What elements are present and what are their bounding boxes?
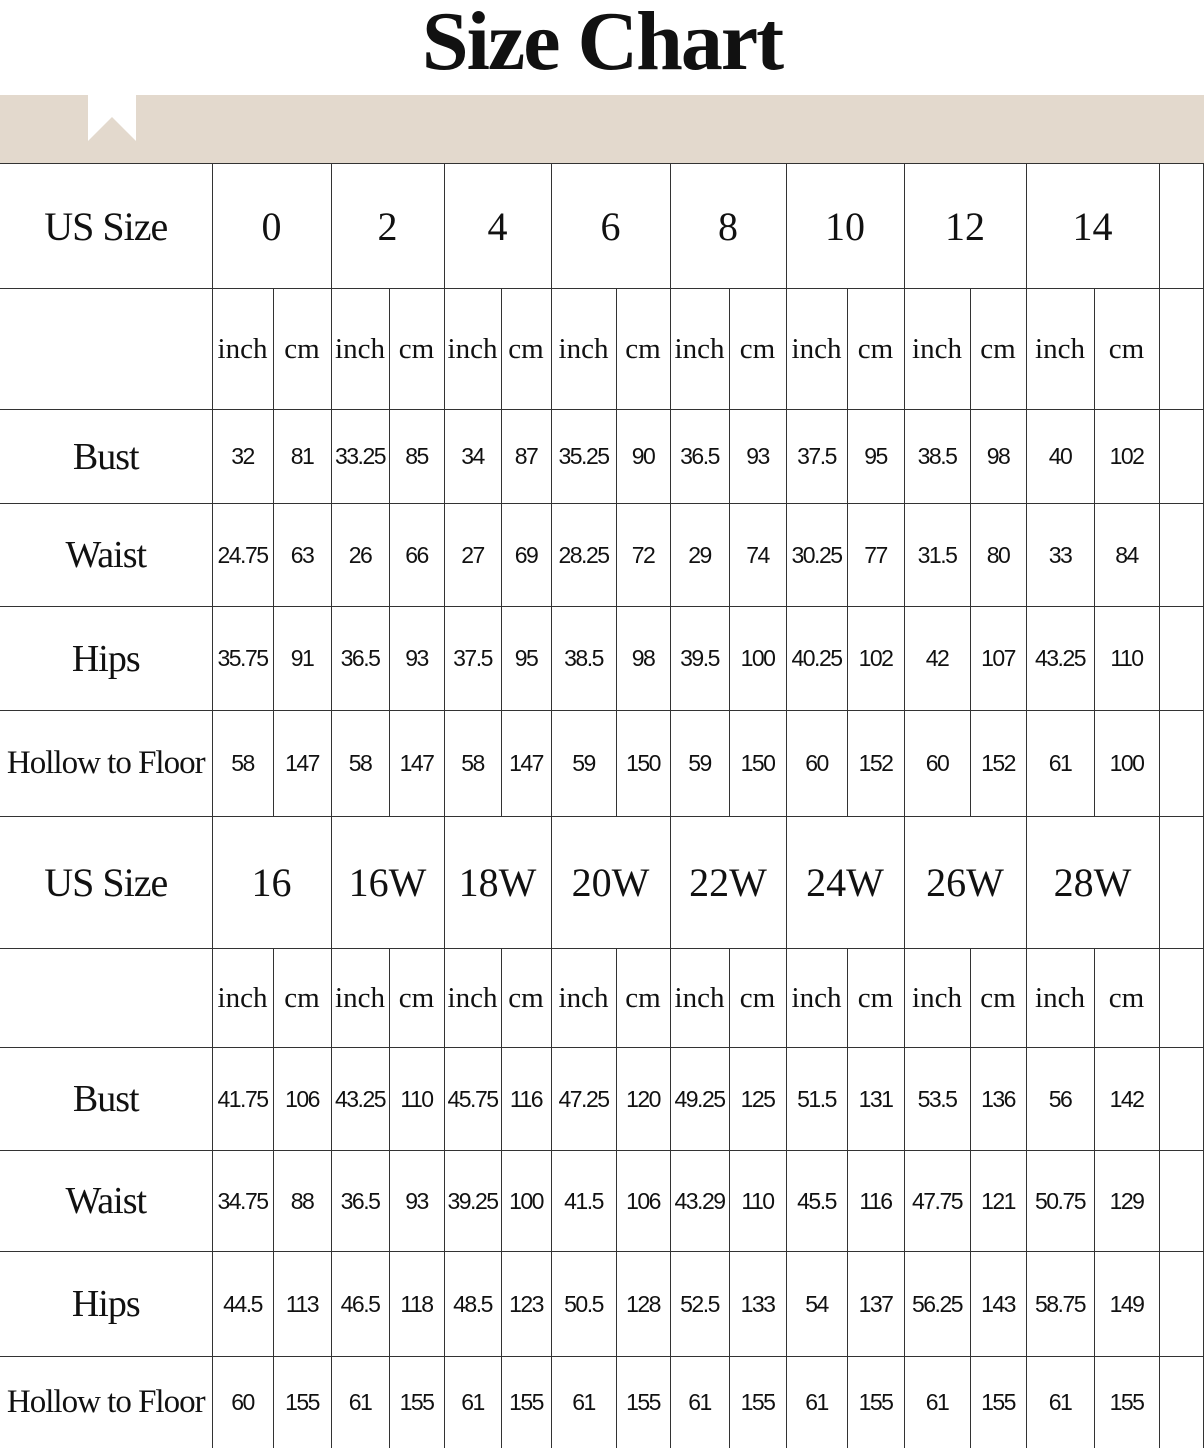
value-cm: 107 (970, 607, 1026, 711)
value-inch: 36.5 (331, 1151, 389, 1252)
value-cm: 63 (273, 504, 331, 607)
empty-cell (1159, 164, 1203, 289)
us-size-label: US Size (0, 164, 212, 289)
value-inch: 48.5 (444, 1252, 501, 1357)
page-title: Size Chart (421, 0, 783, 88)
value-inch: 50.75 (1026, 1151, 1094, 1252)
value-cm: 129 (1094, 1151, 1159, 1252)
value-cm: 102 (847, 607, 904, 711)
value-cm: 150 (616, 711, 670, 817)
value-cm: 118 (389, 1252, 444, 1357)
value-inch: 27 (444, 504, 501, 607)
value-inch: 41.75 (212, 1048, 273, 1151)
unit-inch: inch (904, 289, 970, 410)
size-header: 26W (904, 817, 1026, 949)
measurement-row (0, 1252, 1203, 1357)
value-inch: 33 (1026, 504, 1094, 607)
size-header: 8 (670, 164, 786, 289)
unit-inch: inch (904, 949, 970, 1048)
value-inch: 58 (444, 711, 501, 817)
value-cm: 110 (729, 1151, 786, 1252)
empty-cell (1159, 711, 1203, 817)
value-cm: 74 (729, 504, 786, 607)
empty-cell (1159, 1357, 1203, 1448)
value-cm: 98 (616, 607, 670, 711)
measurement-row (0, 410, 1203, 504)
unit-inch: inch (1026, 949, 1094, 1048)
value-cm: 155 (616, 1357, 670, 1448)
value-inch: 37.5 (444, 607, 501, 711)
value-cm: 125 (729, 1048, 786, 1151)
value-inch: 46.5 (331, 1252, 389, 1357)
empty-cell (1159, 607, 1203, 711)
unit-cm: cm (501, 289, 551, 410)
value-inch: 30.25 (786, 504, 847, 607)
value-inch: 61 (444, 1357, 501, 1448)
unit-cm: cm (847, 949, 904, 1048)
value-cm: 147 (501, 711, 551, 817)
value-inch: 34 (444, 410, 501, 504)
unit-cm: cm (616, 289, 670, 410)
unit-inch: inch (670, 949, 729, 1048)
value-inch: 33.25 (331, 410, 389, 504)
value-inch: 59 (551, 711, 616, 817)
value-cm: 93 (389, 607, 444, 711)
value-inch: 47.75 (904, 1151, 970, 1252)
value-cm: 152 (847, 711, 904, 817)
measurement-row (0, 1048, 1203, 1151)
size-header: 16 (212, 817, 331, 949)
measurement-label: Bust (0, 1048, 212, 1151)
unit-inch: inch (1026, 289, 1094, 410)
value-inch: 31.5 (904, 504, 970, 607)
size-header: 0 (212, 164, 331, 289)
value-cm: 155 (970, 1357, 1026, 1448)
unit-inch: inch (786, 289, 847, 410)
empty-cell (1159, 817, 1203, 949)
value-inch: 35.25 (551, 410, 616, 504)
value-cm: 123 (501, 1252, 551, 1357)
unit-inch: inch (444, 289, 501, 410)
value-cm: 102 (1094, 410, 1159, 504)
value-inch: 56 (1026, 1048, 1094, 1151)
value-inch: 56.25 (904, 1252, 970, 1357)
size-header: 22W (670, 817, 786, 949)
size-header: 6 (551, 164, 670, 289)
value-cm: 155 (501, 1357, 551, 1448)
value-cm: 155 (273, 1357, 331, 1448)
measurement-row (0, 607, 1203, 711)
value-inch: 43.25 (1026, 607, 1094, 711)
value-inch: 44.5 (212, 1252, 273, 1357)
value-cm: 142 (1094, 1048, 1159, 1151)
value-cm: 100 (1094, 711, 1159, 817)
value-inch: 36.5 (670, 410, 729, 504)
value-cm: 113 (273, 1252, 331, 1357)
size-header: 14 (1026, 164, 1159, 289)
unit-cm: cm (616, 949, 670, 1048)
measurement-row (0, 1151, 1203, 1252)
value-cm: 87 (501, 410, 551, 504)
value-cm: 93 (729, 410, 786, 504)
empty-cell (1159, 949, 1203, 1048)
value-inch: 58 (331, 711, 389, 817)
measurement-label: Waist (0, 1151, 212, 1252)
measurement-label: Waist (0, 504, 212, 607)
value-inch: 61 (786, 1357, 847, 1448)
value-cm: 81 (273, 410, 331, 504)
size-header-row (0, 817, 1203, 949)
value-inch: 40 (1026, 410, 1094, 504)
value-cm: 121 (970, 1151, 1026, 1252)
value-inch: 24.75 (212, 504, 273, 607)
value-cm: 147 (389, 711, 444, 817)
value-cm: 84 (1094, 504, 1159, 607)
value-inch: 58 (212, 711, 273, 817)
value-inch: 61 (670, 1357, 729, 1448)
value-cm: 155 (729, 1357, 786, 1448)
value-cm: 155 (1094, 1357, 1159, 1448)
value-inch: 54 (786, 1252, 847, 1357)
value-cm: 110 (389, 1048, 444, 1151)
value-inch: 29 (670, 504, 729, 607)
unit-row (0, 949, 1203, 1048)
value-cm: 137 (847, 1252, 904, 1357)
value-cm: 116 (847, 1151, 904, 1252)
value-inch: 42 (904, 607, 970, 711)
value-cm: 147 (273, 711, 331, 817)
value-cm: 133 (729, 1252, 786, 1357)
unit-cm: cm (501, 949, 551, 1048)
empty-cell (0, 289, 212, 410)
value-inch: 39.25 (444, 1151, 501, 1252)
unit-row (0, 289, 1203, 410)
value-cm: 91 (273, 607, 331, 711)
value-inch: 41.5 (551, 1151, 616, 1252)
unit-inch: inch (551, 949, 616, 1048)
empty-cell (1159, 410, 1203, 504)
empty-cell (1159, 1048, 1203, 1151)
value-inch: 50.5 (551, 1252, 616, 1357)
size-header: 18W (444, 817, 551, 949)
value-cm: 85 (389, 410, 444, 504)
size-header: 20W (551, 817, 670, 949)
bookmark-ribbon-icon (88, 95, 136, 143)
value-inch: 32 (212, 410, 273, 504)
value-cm: 95 (847, 410, 904, 504)
size-header: 10 (786, 164, 904, 289)
value-cm: 155 (389, 1357, 444, 1448)
value-inch: 45.75 (444, 1048, 501, 1151)
value-inch: 39.5 (670, 607, 729, 711)
unit-cm: cm (1094, 289, 1159, 410)
value-inch: 40.25 (786, 607, 847, 711)
unit-cm: cm (273, 949, 331, 1048)
value-cm: 152 (970, 711, 1026, 817)
value-inch: 28.25 (551, 504, 616, 607)
value-inch: 58.75 (1026, 1252, 1094, 1357)
value-cm: 155 (847, 1357, 904, 1448)
value-cm: 93 (389, 1151, 444, 1252)
value-cm: 80 (970, 504, 1026, 607)
size-header: 2 (331, 164, 444, 289)
unit-inch: inch (670, 289, 729, 410)
unit-inch: inch (444, 949, 501, 1048)
size-header: 4 (444, 164, 551, 289)
value-inch: 52.5 (670, 1252, 729, 1357)
measurement-label: Hollow to Floor (0, 1357, 212, 1448)
measurement-label: Bust (0, 410, 212, 504)
unit-inch: inch (786, 949, 847, 1048)
value-cm: 90 (616, 410, 670, 504)
value-cm: 95 (501, 607, 551, 711)
size-chart-table (0, 163, 1204, 1448)
value-inch: 47.25 (551, 1048, 616, 1151)
empty-cell (1159, 1252, 1203, 1357)
unit-inch: inch (212, 289, 273, 410)
empty-cell (0, 949, 212, 1048)
unit-cm: cm (970, 289, 1026, 410)
measurement-label: Hollow to Floor (0, 711, 212, 817)
unit-cm: cm (847, 289, 904, 410)
value-cm: 88 (273, 1151, 331, 1252)
unit-cm: cm (729, 949, 786, 1048)
value-cm: 66 (389, 504, 444, 607)
value-inch: 59 (670, 711, 729, 817)
value-inch: 61 (551, 1357, 616, 1448)
value-inch: 53.5 (904, 1048, 970, 1151)
measurement-row (0, 711, 1203, 817)
value-cm: 98 (970, 410, 1026, 504)
value-inch: 37.5 (786, 410, 847, 504)
unit-inch: inch (551, 289, 616, 410)
value-inch: 60 (904, 711, 970, 817)
value-cm: 116 (501, 1048, 551, 1151)
value-inch: 51.5 (786, 1048, 847, 1151)
value-inch: 61 (1026, 711, 1094, 817)
value-inch: 38.5 (904, 410, 970, 504)
value-cm: 106 (616, 1151, 670, 1252)
empty-cell (1159, 1151, 1203, 1252)
value-inch: 26 (331, 504, 389, 607)
measurement-row (0, 1357, 1203, 1448)
value-cm: 143 (970, 1252, 1026, 1357)
unit-cm: cm (389, 289, 444, 410)
unit-inch: inch (212, 949, 273, 1048)
value-inch: 43.25 (331, 1048, 389, 1151)
value-inch: 61 (331, 1357, 389, 1448)
unit-cm: cm (729, 289, 786, 410)
value-cm: 77 (847, 504, 904, 607)
value-cm: 100 (729, 607, 786, 711)
unit-cm: cm (970, 949, 1026, 1048)
value-cm: 110 (1094, 607, 1159, 711)
unit-inch: inch (331, 289, 389, 410)
value-cm: 106 (273, 1048, 331, 1151)
value-cm: 120 (616, 1048, 670, 1151)
size-header-row (0, 164, 1203, 289)
value-inch: 43.29 (670, 1151, 729, 1252)
value-inch: 35.75 (212, 607, 273, 711)
size-header: 16W (331, 817, 444, 949)
value-inch: 60 (786, 711, 847, 817)
unit-cm: cm (1094, 949, 1159, 1048)
value-inch: 36.5 (331, 607, 389, 711)
value-inch: 45.5 (786, 1151, 847, 1252)
unit-cm: cm (273, 289, 331, 410)
value-cm: 149 (1094, 1252, 1159, 1357)
value-inch: 38.5 (551, 607, 616, 711)
value-cm: 150 (729, 711, 786, 817)
header-band (0, 95, 1204, 163)
unit-inch: inch (331, 949, 389, 1048)
value-inch: 49.25 (670, 1048, 729, 1151)
measurement-label: Hips (0, 607, 212, 711)
us-size-label: US Size (0, 817, 212, 949)
size-header: 24W (786, 817, 904, 949)
value-cm: 69 (501, 504, 551, 607)
value-cm: 136 (970, 1048, 1026, 1151)
measurement-row (0, 504, 1203, 607)
empty-cell (1159, 289, 1203, 410)
value-cm: 100 (501, 1151, 551, 1252)
measurement-label: Hips (0, 1252, 212, 1357)
size-header: 28W (1026, 817, 1159, 949)
empty-cell (1159, 504, 1203, 607)
value-inch: 61 (1026, 1357, 1094, 1448)
size-header: 12 (904, 164, 1026, 289)
value-inch: 61 (904, 1357, 970, 1448)
value-cm: 131 (847, 1048, 904, 1151)
value-inch: 60 (212, 1357, 273, 1448)
value-cm: 128 (616, 1252, 670, 1357)
unit-cm: cm (389, 949, 444, 1048)
value-inch: 34.75 (212, 1151, 273, 1252)
value-cm: 72 (616, 504, 670, 607)
